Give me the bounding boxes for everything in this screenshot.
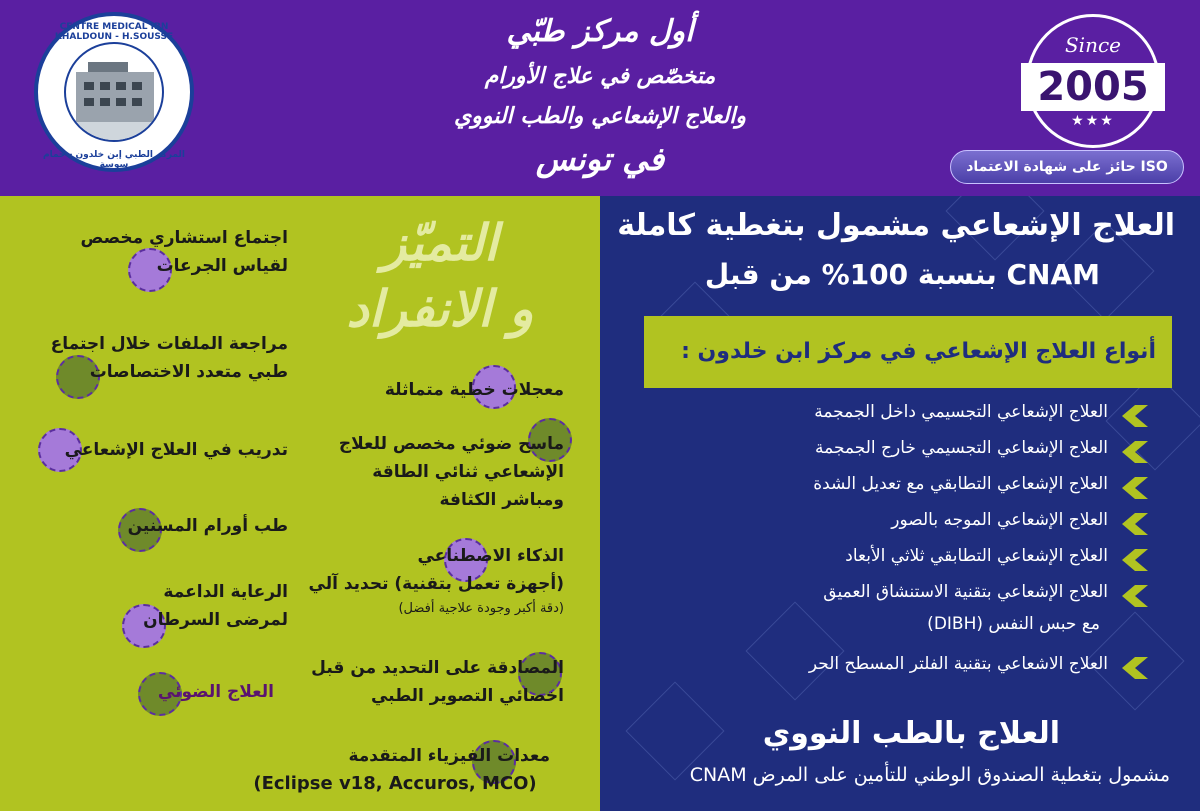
list-item: العلاج الإشعاعي التجسيمي خارج الجمجمة: [815, 438, 1108, 458]
list-item: ماسح ضوئي مخصص للعلاج الإشعاعي ثنائي الطاقة ومباشر الكثافة: [338, 434, 564, 510]
list-item: العلاج الاشعاعي بتقنية الفلتر المسطح الحر: [808, 654, 1108, 674]
clinic-logo: [34, 12, 194, 172]
header-banner: [0, 0, 1200, 196]
list-item: العلاج الضوئي: [157, 682, 274, 702]
radiotherapy-panel: [600, 196, 1200, 811]
treatment-types-heading: أنواع العلاج الإشعاعي في مركز ابن خلدون :: [644, 316, 1172, 388]
list-item: العلاج الإشعاعي بتقنية الاستنشاق العميق: [823, 582, 1108, 602]
chevron-icon: [1122, 513, 1148, 535]
headline-line-1: أول مركز طبّي: [506, 14, 694, 49]
motto-line-2: و الانفراد: [346, 280, 534, 338]
list-item: الرعاية الداعمة لمرضى السرطان: [143, 582, 288, 630]
coverage-subtitle: بنسبة 100% من قبل CNAM: [704, 258, 1100, 291]
iso-badge: حائز على شهادة الاعتماد ISO: [950, 150, 1184, 184]
motto-line-1: التميّز: [382, 214, 498, 272]
headline-line-3: والعلاج الإشعاعي والطب النووي: [454, 104, 746, 129]
chevron-icon: [1122, 477, 1148, 499]
list-item: الذكاء الاصطناعي (أجهزة تعمل بتقنية) تحديد آلي (دقة أكبر وجودة علاجية أفضل): [308, 546, 564, 616]
chevron-icon: [1122, 585, 1148, 607]
logo-text-bottom: المركز الطبي إبن خلدون - حمام سوسة: [42, 150, 186, 170]
list-item: العلاج الإشعاعي الموجه بالصور: [891, 510, 1108, 530]
since-word: Since: [1064, 33, 1121, 57]
list-item: تدريب في العلاج الإشعاعي: [64, 440, 288, 460]
logo-text-top: CENTRE MEDICAL IBN KHALDOUN - H.SOUSSE: [54, 22, 174, 42]
list-item: العلاج الإشعاعي التجسيمي داخل الجمجمة: [814, 402, 1108, 422]
list-item: المصادقة على التحديد من قبل اخصائي التصوير الطبي: [311, 658, 564, 706]
list-item: العلاج الإشعاعي التطابقي ثلاثي الأبعاد: [845, 546, 1108, 566]
list-item-continued: مع حبس النفس (DIBH): [927, 614, 1100, 634]
since-year: 2005: [1021, 63, 1165, 111]
motto: [300, 210, 580, 342]
list-item: مراجعة الملفات خلال اجتماع طبي متعدد الاختصاصات: [50, 334, 288, 382]
list-item: اجتماع استشاري مخصص لقياس الجرعات: [80, 228, 288, 276]
headline-line-4: في تونس: [535, 140, 665, 178]
coverage-title: العلاج الإشعاعي مشمول بتغطية كاملة: [617, 208, 1175, 243]
headline-line-2: متخصّص في علاج الأورام: [484, 64, 716, 89]
building-icon: [64, 42, 164, 142]
list-item: العلاج الإشعاعي التطابقي مع تعديل الشدة: [813, 474, 1108, 494]
star-icons: ★★★: [1071, 113, 1115, 129]
list-item: معجلات خطية متماثلة: [384, 380, 564, 400]
list-item: معدات الفيزياء المتقدمة (Eclipse v18, Accuros, MCO): [253, 746, 550, 794]
since-badge: [1026, 14, 1160, 148]
chevron-icon: [1122, 549, 1148, 571]
nuclear-medicine-subtitle: مشمول بتغطية الصندوق الوطني للتأمين على المرض CNAM: [689, 764, 1170, 786]
nuclear-medicine-title: العلاج بالطب النووي: [762, 716, 1060, 751]
list-item: طب أورام المسنين: [127, 516, 288, 536]
